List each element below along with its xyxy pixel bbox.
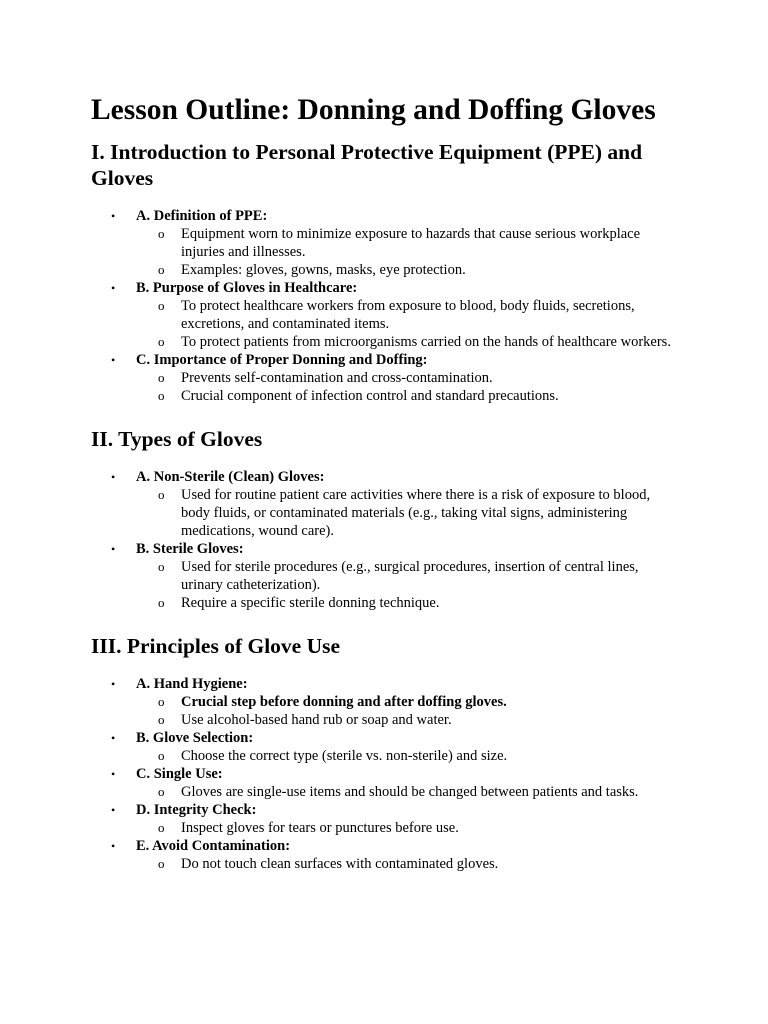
- sub-item-text: Used for sterile procedures (e.g., surgical procedures, insertion of central lines, urinary catheterization).: [181, 559, 639, 593]
- circle-marker-icon: o: [158, 262, 165, 277]
- circle-marker-icon: o: [158, 370, 165, 385]
- outline-item-label: B. Glove Selection:: [136, 730, 254, 746]
- sub-list: [136, 486, 681, 540]
- circle-marker-icon: o: [158, 784, 165, 799]
- sub-item: [136, 558, 681, 594]
- sub-list: [136, 783, 681, 801]
- sub-list: [136, 855, 681, 873]
- page-title: Lesson Outline: Donning and Doffing Gloves: [91, 94, 656, 126]
- sub-item-text: Used for routine patient care activities where there is a risk of exposure to blood, body fluids, or contaminated materials (e.g., taking vital signs, administering medications, wound care).: [181, 487, 651, 539]
- circle-marker-icon: o: [158, 298, 165, 313]
- sub-item: [136, 783, 681, 801]
- sub-item: [136, 333, 681, 351]
- circle-marker-icon: o: [158, 748, 165, 763]
- outline-list: [91, 468, 681, 612]
- sub-item-text: To protect patients from microorganisms carried on the hands of healthcare workers.: [181, 334, 671, 350]
- sub-list: [136, 297, 681, 351]
- outline-item-label: D. Integrity Check:: [136, 802, 257, 818]
- sub-list: [136, 225, 681, 279]
- sub-item-text: Prevents self-contamination and cross-contamination.: [181, 370, 493, 386]
- outline-section: [91, 139, 681, 405]
- outline-item: [91, 279, 681, 351]
- circle-marker-icon: o: [158, 559, 165, 574]
- bullet-icon: •: [111, 209, 116, 223]
- bullet-icon: •: [111, 767, 116, 781]
- sub-item-text: To protect healthcare workers from exposure to blood, body fluids, secretions, excretions, and contaminated items.: [181, 298, 635, 332]
- outline-item-label: A. Definition of PPE:: [136, 208, 268, 224]
- section-heading: II. Types of Gloves: [91, 427, 263, 451]
- outline-item-label: A. Non-Sterile (Clean) Gloves:: [136, 469, 325, 485]
- bullet-icon: •: [111, 281, 116, 295]
- outline-item: [91, 351, 681, 405]
- section-heading: I. Introduction to Personal Protective Equipment (PPE) and Gloves: [91, 140, 643, 190]
- outline-item: [91, 675, 681, 729]
- sub-item-text: Gloves are single-use items and should be changed between patients and tasks.: [181, 784, 639, 800]
- sub-item-text: Crucial step before donning and after doffing gloves.: [181, 694, 507, 710]
- circle-marker-icon: o: [158, 487, 165, 502]
- outline-item: [91, 765, 681, 801]
- outline-section: [91, 426, 681, 612]
- sub-item: [136, 387, 681, 405]
- sub-list: [136, 747, 681, 765]
- sub-item-text: Use alcohol-based hand rub or soap and water.: [181, 712, 452, 728]
- sub-item: [136, 261, 681, 279]
- outline-item-label: E. Avoid Contamination:: [136, 838, 291, 854]
- outline-item-label: B. Sterile Gloves:: [136, 541, 244, 557]
- sub-item-text: Equipment worn to minimize exposure to hazards that cause serious workplace injuries and illnesses.: [181, 226, 641, 260]
- outline-item: [91, 729, 681, 765]
- bullet-icon: •: [111, 731, 116, 745]
- sub-item-text: Crucial component of infection control and standard precautions.: [181, 388, 559, 404]
- outline-item-label: B. Purpose of Gloves in Healthcare:: [136, 280, 358, 296]
- bullet-icon: •: [111, 542, 116, 556]
- sub-item-text: Inspect gloves for tears or punctures before use.: [181, 820, 459, 836]
- bullet-icon: •: [111, 677, 116, 691]
- circle-marker-icon: o: [158, 595, 165, 610]
- sub-item: [136, 711, 681, 729]
- sub-item: [136, 693, 681, 711]
- sub-item: [136, 819, 681, 837]
- sub-item: [136, 855, 681, 873]
- sub-item: [136, 297, 681, 333]
- sub-list: [136, 819, 681, 837]
- circle-marker-icon: o: [158, 712, 165, 727]
- sub-item-text: Require a specific sterile donning technique.: [181, 595, 440, 611]
- sub-item-text: Examples: gloves, gowns, masks, eye protection.: [181, 262, 466, 278]
- outline-item: [91, 540, 681, 612]
- circle-marker-icon: o: [158, 226, 165, 241]
- sub-item-text: Choose the correct type (sterile vs. non-sterile) and size.: [181, 748, 508, 764]
- circle-marker-icon: o: [158, 820, 165, 835]
- outline-item: [91, 207, 681, 279]
- circle-marker-icon: o: [158, 856, 165, 871]
- sub-item: [136, 225, 681, 261]
- bullet-icon: •: [111, 470, 116, 484]
- sub-list: [136, 369, 681, 405]
- outline-item-label: A. Hand Hygiene:: [136, 676, 248, 692]
- outline-item: [91, 837, 681, 873]
- sub-item: [136, 486, 681, 540]
- outline-list: [91, 675, 681, 873]
- document-content: [91, 92, 681, 873]
- sub-list: [136, 558, 681, 612]
- circle-marker-icon: o: [158, 694, 165, 709]
- outline-item-label: C. Importance of Proper Donning and Doffing:: [136, 352, 428, 368]
- bullet-icon: •: [111, 803, 116, 817]
- sub-item: [136, 747, 681, 765]
- sub-list: [136, 693, 681, 729]
- bullet-icon: •: [111, 839, 116, 853]
- outline-item: [91, 468, 681, 540]
- outline-section: [91, 633, 681, 873]
- outline-item-label: C. Single Use:: [136, 766, 223, 782]
- circle-marker-icon: o: [158, 388, 165, 403]
- sub-item-text: Do not touch clean surfaces with contaminated gloves.: [181, 856, 499, 872]
- circle-marker-icon: o: [158, 334, 165, 349]
- sub-item: [136, 594, 681, 612]
- outline-item: [91, 801, 681, 837]
- sub-item: [136, 369, 681, 387]
- outline-list: [91, 207, 681, 405]
- section-heading: III. Principles of Glove Use: [91, 634, 341, 658]
- bullet-icon: •: [111, 353, 116, 367]
